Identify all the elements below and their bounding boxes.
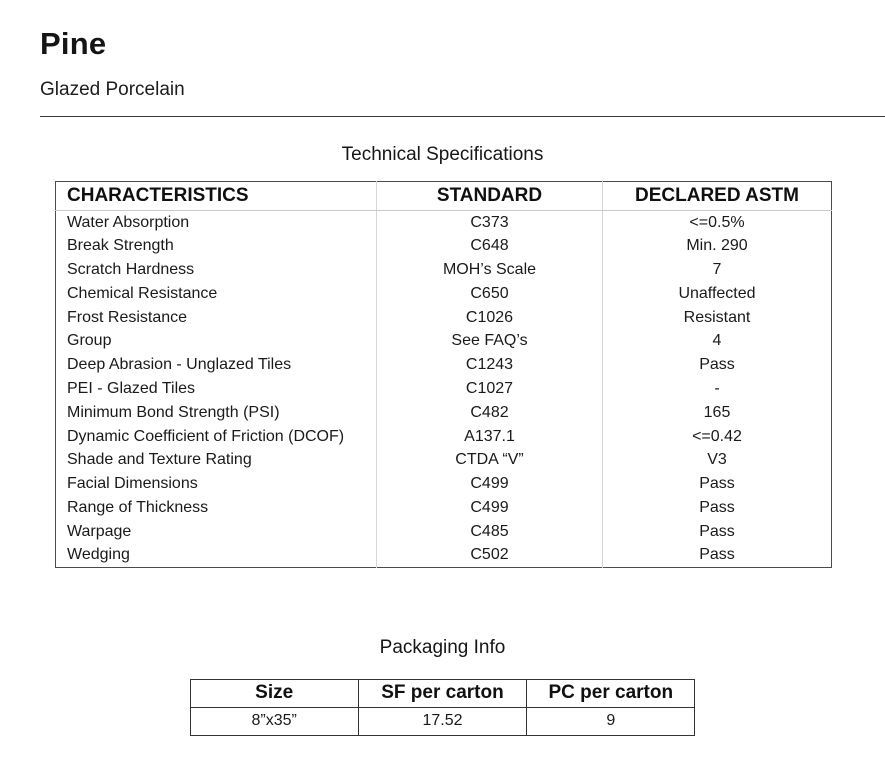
declared-cell: 165 [603, 401, 832, 425]
table-row [56, 520, 832, 544]
standard-cell: C648 [377, 234, 603, 258]
standard-cell: C650 [377, 282, 603, 306]
packaging-heading: Packaging Info [379, 636, 506, 658]
declared-cell: Pass [603, 472, 832, 496]
standard-cell: C499 [377, 472, 603, 496]
characteristic-cell: Range of Thickness [67, 498, 209, 516]
packaging-row [190, 707, 695, 735]
standard-cell: CTDA “V” [377, 448, 603, 472]
standard-cell: C1026 [377, 306, 603, 330]
characteristic-cell: Frost Resistance [67, 308, 188, 326]
table-row [56, 496, 832, 520]
packaging-table [190, 679, 696, 736]
product-subtitle: Glazed Porcelain [40, 79, 185, 100]
table-row [56, 282, 832, 306]
characteristic-cell: Minimum Bond Strength (PSI) [67, 403, 280, 421]
characteristic-cell: Scratch Hardness [67, 260, 195, 278]
col-header-size: Size [190, 679, 358, 707]
tech-specs-table [55, 181, 832, 568]
tech-specs-header-row [56, 182, 832, 211]
characteristic-cell: Chemical Resistance [67, 284, 218, 302]
characteristic-cell: Water Absorption [67, 213, 190, 231]
characteristic-cell: Facial Dimensions [67, 475, 198, 493]
standard-cell: MOH’s Scale [377, 258, 603, 282]
characteristic-cell: PEI - Glazed Tiles [67, 379, 196, 397]
declared-cell: Resistant [603, 306, 832, 330]
standard-cell: C502 [377, 544, 603, 568]
standard-cell: C485 [377, 520, 603, 544]
spec-sheet-page [0, 26, 885, 768]
table-row [56, 472, 832, 496]
pc-per-carton-cell: 9 [527, 707, 695, 735]
declared-cell: 4 [603, 329, 832, 353]
col-header-declared-astm: DECLARED ASTM [603, 182, 832, 211]
characteristic-cell: Break Strength [67, 237, 174, 255]
packaging-header-row [190, 679, 695, 707]
standard-cell: C499 [377, 496, 603, 520]
table-row [56, 234, 832, 258]
characteristic-cell: Deep Abrasion - Unglazed Tiles [67, 356, 292, 374]
standard-cell: See FAQ’s [377, 329, 603, 353]
characteristic-cell: Group [67, 332, 112, 350]
characteristic-cell: Shade and Texture Rating [67, 451, 252, 469]
standard-cell: C1027 [377, 377, 603, 401]
product-title: Pine [40, 26, 107, 61]
standard-cell: A137.1 [377, 425, 603, 449]
characteristic-cell: Dynamic Coefficient of Friction (DCOF) [67, 427, 345, 445]
standard-cell: C1243 [377, 353, 603, 377]
table-row [56, 211, 832, 235]
col-header-pc-per-carton: PC per carton [527, 679, 695, 707]
col-header-characteristics: CHARACTERISTICS [56, 182, 377, 211]
size-cell: 8”x35” [190, 707, 358, 735]
table-row [56, 329, 832, 353]
table-row [56, 306, 832, 330]
declared-cell: - [603, 377, 832, 401]
table-row [56, 258, 832, 282]
declared-cell: 7 [603, 258, 832, 282]
col-header-standard: STANDARD [377, 182, 603, 211]
col-header-sf-per-carton: SF per carton [358, 679, 526, 707]
sf-per-carton-cell: 17.52 [358, 707, 526, 735]
table-row [56, 353, 832, 377]
declared-cell: V3 [603, 448, 832, 472]
declared-cell: Pass [603, 496, 832, 520]
declared-cell: Pass [603, 544, 832, 568]
standard-cell: C482 [377, 401, 603, 425]
characteristic-cell: Wedging [67, 546, 130, 564]
declared-cell: Pass [603, 353, 832, 377]
table-row [56, 544, 832, 568]
declared-cell: Unaffected [603, 282, 832, 306]
table-row [56, 448, 832, 472]
table-row [56, 425, 832, 449]
declared-cell: Min. 290 [603, 234, 832, 258]
standard-cell: C373 [377, 211, 603, 235]
table-row [56, 377, 832, 401]
characteristic-cell: Warpage [67, 522, 132, 540]
declared-cell: Pass [603, 520, 832, 544]
table-row [56, 401, 832, 425]
declared-cell: <=0.5% [603, 211, 832, 235]
tech-specs-heading: Technical Specifications [341, 144, 544, 165]
header-divider [40, 116, 885, 117]
declared-cell: <=0.42 [603, 425, 832, 449]
